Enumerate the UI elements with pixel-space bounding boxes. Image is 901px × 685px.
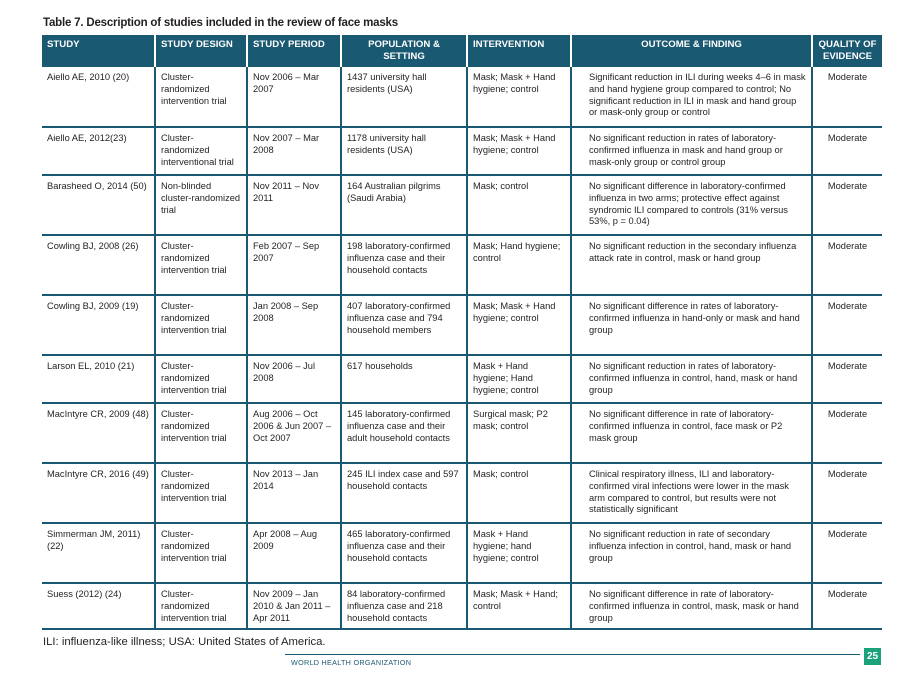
cell-outcome: No significant difference in rates of laboratory-confirmed influenza in hand-only or mask and hand group [571, 295, 812, 355]
cell-period: Feb 2007 – Sep 2007 [247, 235, 341, 295]
cell-period: Aug 2006 – Oct 2006 & Jun 2007 – Oct 2007 [247, 403, 341, 463]
cell-study: Cowling BJ, 2008 (26) [42, 235, 155, 295]
footer-organization: WORLD HEALTH ORGANIZATION [291, 658, 412, 667]
table-row [42, 295, 882, 355]
studies-table [42, 35, 882, 630]
cell-period: Nov 2011 – Nov 2011 [247, 175, 341, 235]
cell-design: Cluster-randomized intervention trial [155, 67, 247, 127]
footer-divider [285, 654, 860, 655]
cell-study: Aiello AE, 2010 (20) [42, 67, 155, 127]
cell-population: 164 Australian pilgrims (Saudi Arabia) [341, 175, 467, 235]
cell-study: Suess (2012) (24) [42, 583, 155, 629]
cell-intervention: Mask; Mask + Hand hygiene; control [467, 127, 571, 175]
cell-outcome: Clinical respiratory illness, ILI and laboratory-confirmed viral infections were lower in the mask arm compared to control, but results were not statistically significant [571, 463, 812, 523]
cell-design: Non-blinded cluster-randomized trial [155, 175, 247, 235]
cell-population: 245 ILI index case and 597 household contacts [341, 463, 467, 523]
cell-outcome: No significant difference in rate of laboratory-confirmed influenza in control, mask, mask or hand group [571, 583, 812, 629]
cell-intervention: Mask; Hand hygiene; control [467, 235, 571, 295]
cell-design: Cluster-randomized intervention trial [155, 403, 247, 463]
cell-design: Cluster-randomized intervention trial [155, 523, 247, 583]
cell-population: 407 laboratory-confirmed influenza case and 794 household members [341, 295, 467, 355]
cell-design: Cluster-randomized intervention trial [155, 463, 247, 523]
cell-outcome: No significant difference in laboratory-confirmed influenza in two arms; protective effect against syndromic ILI compared to controls (31% versus 53%, p = 0.04) [571, 175, 812, 235]
cell-design: Cluster-randomized intervention trial [155, 583, 247, 629]
cell-study: Barasheed O, 2014 (50) [42, 175, 155, 235]
table-row [42, 403, 882, 463]
header-period: STUDY PERIOD [247, 35, 341, 67]
cell-population: 145 laboratory-confirmed influenza case and their adult household contacts [341, 403, 467, 463]
header-quality: QUALITY OF EVIDENCE [812, 35, 882, 67]
cell-outcome: No significant reduction in the secondary influenza attack rate in control, mask or hand group [571, 235, 812, 295]
cell-intervention: Mask; control [467, 463, 571, 523]
cell-intervention: Mask; Mask + Hand hygiene; control [467, 67, 571, 127]
cell-quality: Moderate [812, 523, 882, 583]
cell-population: 465 laboratory-confirmed influenza case and their household contacts [341, 523, 467, 583]
cell-population: 617 households [341, 355, 467, 403]
table-row [42, 463, 882, 523]
header-outcome: OUTCOME & FINDING [571, 35, 812, 67]
cell-study: Simmerman JM, 2011) (22) [42, 523, 155, 583]
cell-outcome: No significant reduction in rate of secondary influenza infection in control, hand, mask or hand group [571, 523, 812, 583]
cell-outcome: No significant difference in rate of laboratory-confirmed influenza in control, face mask or P2 mask group [571, 403, 812, 463]
cell-study: MacIntyre CR, 2016 (49) [42, 463, 155, 523]
cell-population: 84 laboratory-confirmed influenza case and 218 household contacts [341, 583, 467, 629]
cell-study: Aiello AE, 2012(23) [42, 127, 155, 175]
cell-intervention: Surgical mask; P2 mask; control [467, 403, 571, 463]
header-study: STUDY [42, 35, 155, 67]
cell-quality: Moderate [812, 583, 882, 629]
cell-period: Nov 2006 – Jul 2008 [247, 355, 341, 403]
cell-quality: Moderate [812, 67, 882, 127]
cell-population: 1178 university hall residents (USA) [341, 127, 467, 175]
page-number: 25 [864, 648, 881, 665]
cell-design: Cluster-randomized intervention trial [155, 295, 247, 355]
table-row [42, 523, 882, 583]
cell-intervention: Mask; Mask + Hand hygiene; control [467, 295, 571, 355]
cell-quality: Moderate [812, 463, 882, 523]
cell-quality: Moderate [812, 127, 882, 175]
header-row [42, 35, 882, 67]
cell-intervention: Mask; Mask + Hand; control [467, 583, 571, 629]
table-row [42, 355, 882, 403]
header-population: POPULATION & SETTING [341, 35, 467, 67]
cell-study: Larson EL, 2010 (21) [42, 355, 155, 403]
cell-period: Nov 2007 – Mar 2008 [247, 127, 341, 175]
cell-period: Nov 2006 – Mar 2007 [247, 67, 341, 127]
cell-quality: Moderate [812, 175, 882, 235]
table-caption: Table 7. Description of studies included in the review of face masks [43, 17, 398, 29]
cell-quality: Moderate [812, 235, 882, 295]
cell-design: Cluster-randomized interventional trial [155, 127, 247, 175]
cell-period: Nov 2009 – Jan 2010 & Jan 2011 – Apr 2011 [247, 583, 341, 629]
cell-period: Jan 2008 – Sep 2008 [247, 295, 341, 355]
table-row [42, 175, 882, 235]
cell-period: Nov 2013 – Jan 2014 [247, 463, 341, 523]
cell-study: MacIntyre CR, 2009 (48) [42, 403, 155, 463]
cell-outcome: No significant reduction in rates of laboratory-confirmed influenza in mask and hand group or mask-only group or control group [571, 127, 812, 175]
table-row [42, 67, 882, 127]
cell-intervention: Mask + Hand hygiene; Hand hygiene; control [467, 355, 571, 403]
table-row [42, 235, 882, 295]
cell-population: 1437 university hall residents (USA) [341, 67, 467, 127]
table-row [42, 127, 882, 175]
cell-quality: Moderate [812, 295, 882, 355]
cell-population: 198 laboratory-confirmed influenza case and their household contacts [341, 235, 467, 295]
cell-intervention: Mask; control [467, 175, 571, 235]
cell-intervention: Mask + Hand hygiene; hand hygiene; control [467, 523, 571, 583]
cell-quality: Moderate [812, 403, 882, 463]
cell-outcome: Significant reduction in ILI during weeks 4–6 in mask and hand hygiene group compared to control; No significant reduction in ILI in mask and hand group or mask-only group or control [571, 67, 812, 127]
table-row [42, 583, 882, 629]
cell-outcome: No significant reduction in rates of laboratory-confirmed influenza in control, hand, mask or hand group [571, 355, 812, 403]
cell-quality: Moderate [812, 355, 882, 403]
cell-period: Apr 2008 – Aug 2009 [247, 523, 341, 583]
cell-design: Cluster-randomized intervention trial [155, 235, 247, 295]
cell-study: Cowling BJ, 2009 (19) [42, 295, 155, 355]
table-footnote: ILI: influenza-like illness; USA: United States of America. [43, 636, 326, 648]
cell-design: Cluster-randomized intervention trial [155, 355, 247, 403]
header-design: STUDY DESIGN [155, 35, 247, 67]
header-intervention: INTERVENTION [467, 35, 571, 67]
